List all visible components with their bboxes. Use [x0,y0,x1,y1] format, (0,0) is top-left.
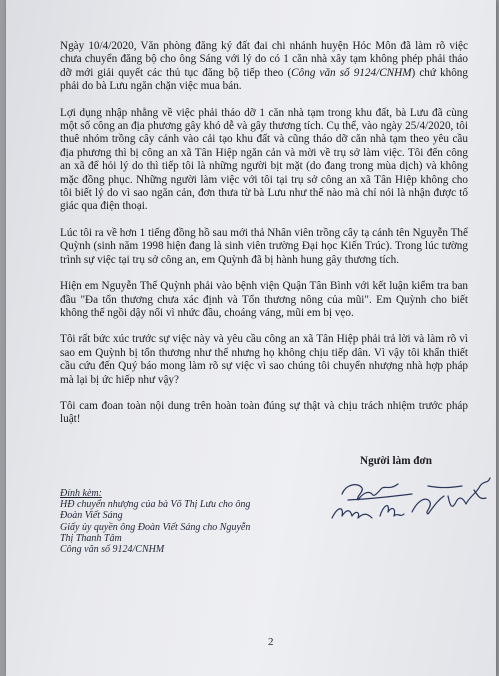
paragraph-1: Ngày 10/4/2020, Văn phòng đăng ký đất đai chi nhánh huyện Hóc Môn đã làm rõ việc chưa chuyển đăng bộ cho ông Sáng với lý do có 1 căn nhà xây tạm không phép phải tháo dỡ mới giải quyết các thủ tục đăng bộ tiếp theo (Công văn số 9124/CNHM) chứ không phải do bà Lưu ngăn chặn việc mua bán. [60,40,468,93]
attachment-line: HĐ chuyển nhượng của bà Võ Thị Lưu cho ông [60,499,251,511]
attachment-line: Đoàn Viết Sáng [60,510,123,522]
document-page [6,0,496,676]
document-reference: Công văn số 9124/CNHM [291,66,412,79]
handwritten-signature [328,466,496,536]
paragraph-3: Lúc tôi ra về hơn 1 tiếng đồng hồ sau mới thả Nhân viên trồng cây tạ cảnh tên Nguyễn Thế Quỳnh (sinh năm 1998 hiện đang là sinh viên trường Đại học Kiến Trúc). Trong lúc tường trình sự việc tại trụ sở công an, em Quỳnh đã bị hành hung gây thương tích. [60,226,468,266]
attachment-line: Thị Thanh Tâm [60,532,122,544]
paragraph-2: Lợi dụng nhập nhằng về việc phải tháo dỡ 1 căn nhà tạm trong khu đất, bà Lưu đã cùng một số công an địa phương gây khó dễ và gây thương tích. Cụ thể, vào ngày 25/4/2020, tôi thuê nhóm trồng cây cảnh vào cải tạo khu đất và cũng tháo dỡ căn nhà tạm theo yêu cầu địa phương thì bị công an xã Tân Hiệp ngăn cản và mời về trụ sở làm việc. Tôi đến công an xã để hỏi lý do thì tiếp tôi là những người bịt mặt (do đang trong mùa dịch) và không mặc đồng phục. Những người làm việc với tôi tại trụ sở công an xã Tân Hiệp không cho tôi biết lý do vì sao ngăn cản, đơn thưa từ bà Lưu như thế nào mà chỉ nói là nhận được tố giác qua điện thoại. [60,106,468,213]
footer-block [60,455,480,588]
paragraph-5: Tôi rất bức xúc trước sự việc này và yêu cầu công an xã Tân Hiệp phải trả lời và làm rõ vì sao em Quỳnh bị tổn thương như thế nhưng họ không chịu tiếp dân. Vì vậy tôi khẩn thiết cầu cứu đến Quý báo mong làm rõ sự việc vì sao chúng tôi chuyển nhượng nhà hợp pháp mà lại bị ức hiếp như vậy? [60,333,468,386]
attachment-line: Công văn số 9124/CNHM [60,544,165,556]
signer-label: Người làm đơn [360,455,432,467]
attachment-line: Giấy ủy quyền ông Đoàn Viết Sáng cho Nguyễn [60,521,251,533]
paragraph-6: Tôi cam đoan toàn nội dung trên hoàn toàn đúng sự thật và chịu trách nhiệm trước pháp luật! [60,399,468,426]
attachments-header: Đính kèm: [60,488,102,499]
attachments-list [60,488,290,555]
paragraph-4: Hiện em Nguyễn Thế Quỳnh phải vào bệnh viện Quận Tân Bình với kết luận kiểm tra ban đầu "Đa tổn thương chưa xác định và Tổn thương nông của mũi". Em Quỳnh cho biết không thể ngồi dậy nổi vì nhức đầu, choáng váng, mũi em bị vẹo. [60,280,468,319]
letter-body [60,40,468,440]
page-number: 2 [268,636,274,648]
